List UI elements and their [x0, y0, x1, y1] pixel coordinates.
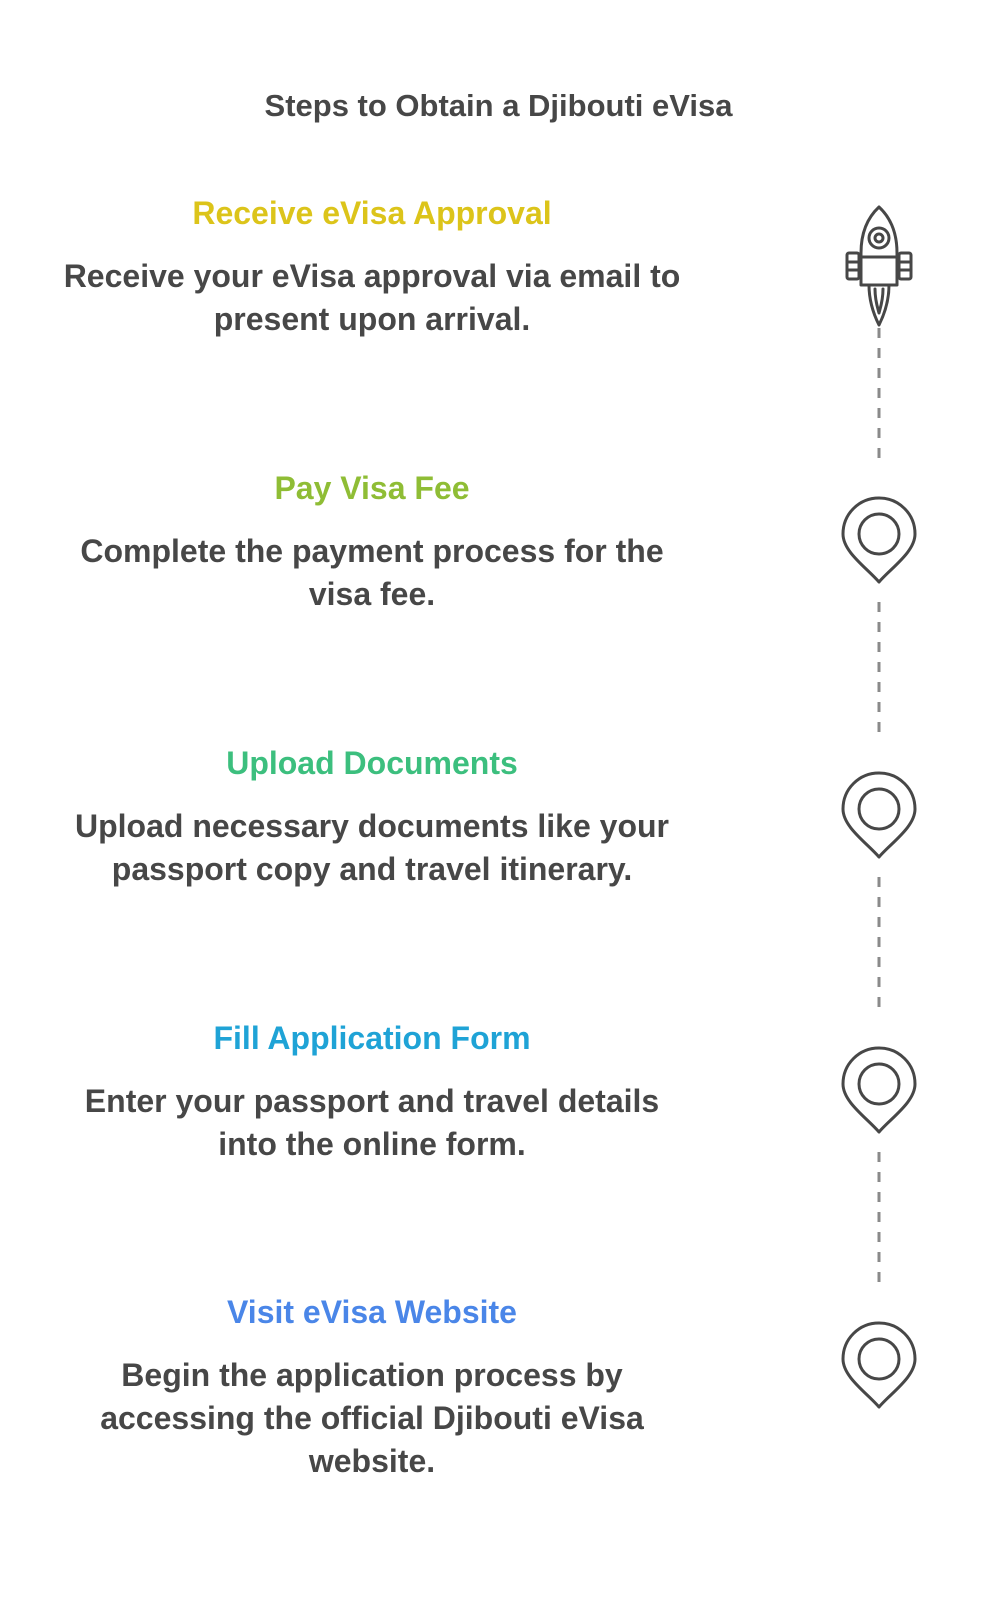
step-title: Pay Visa Fee	[274, 470, 470, 506]
location-pin-icon	[843, 1048, 915, 1132]
step-description: Upload necessary documents like your passport copy and travel itinerary.	[75, 808, 669, 887]
rocket-icon	[847, 207, 911, 325]
step-pay-visa-fee	[40, 468, 704, 616]
step-receive-evisa-approval	[40, 193, 704, 341]
step-visit-evisa-website	[40, 1292, 704, 1483]
step-fill-application-form	[40, 1018, 704, 1166]
step-description: Begin the application process by accessing the official Djibouti eVisa website.	[100, 1357, 644, 1479]
step-description: Receive your eVisa approval via email to present upon arrival.	[63, 258, 681, 337]
step-description: Complete the payment process for the visa fee.	[80, 533, 664, 612]
page-title: Steps to Obtain a Djibouti eVisa	[264, 88, 733, 123]
step-title: Upload Documents	[226, 745, 518, 781]
step-upload-documents	[40, 743, 704, 891]
step-title: Visit eVisa Website	[227, 1294, 517, 1330]
location-pin-icon	[843, 1323, 915, 1407]
location-pin-icon	[843, 498, 915, 582]
step-title: Fill Application Form	[213, 1020, 531, 1056]
step-title: Receive eVisa Approval	[192, 195, 552, 231]
location-pin-icon	[843, 773, 915, 857]
step-description: Enter your passport and travel details into the online form.	[84, 1083, 660, 1162]
